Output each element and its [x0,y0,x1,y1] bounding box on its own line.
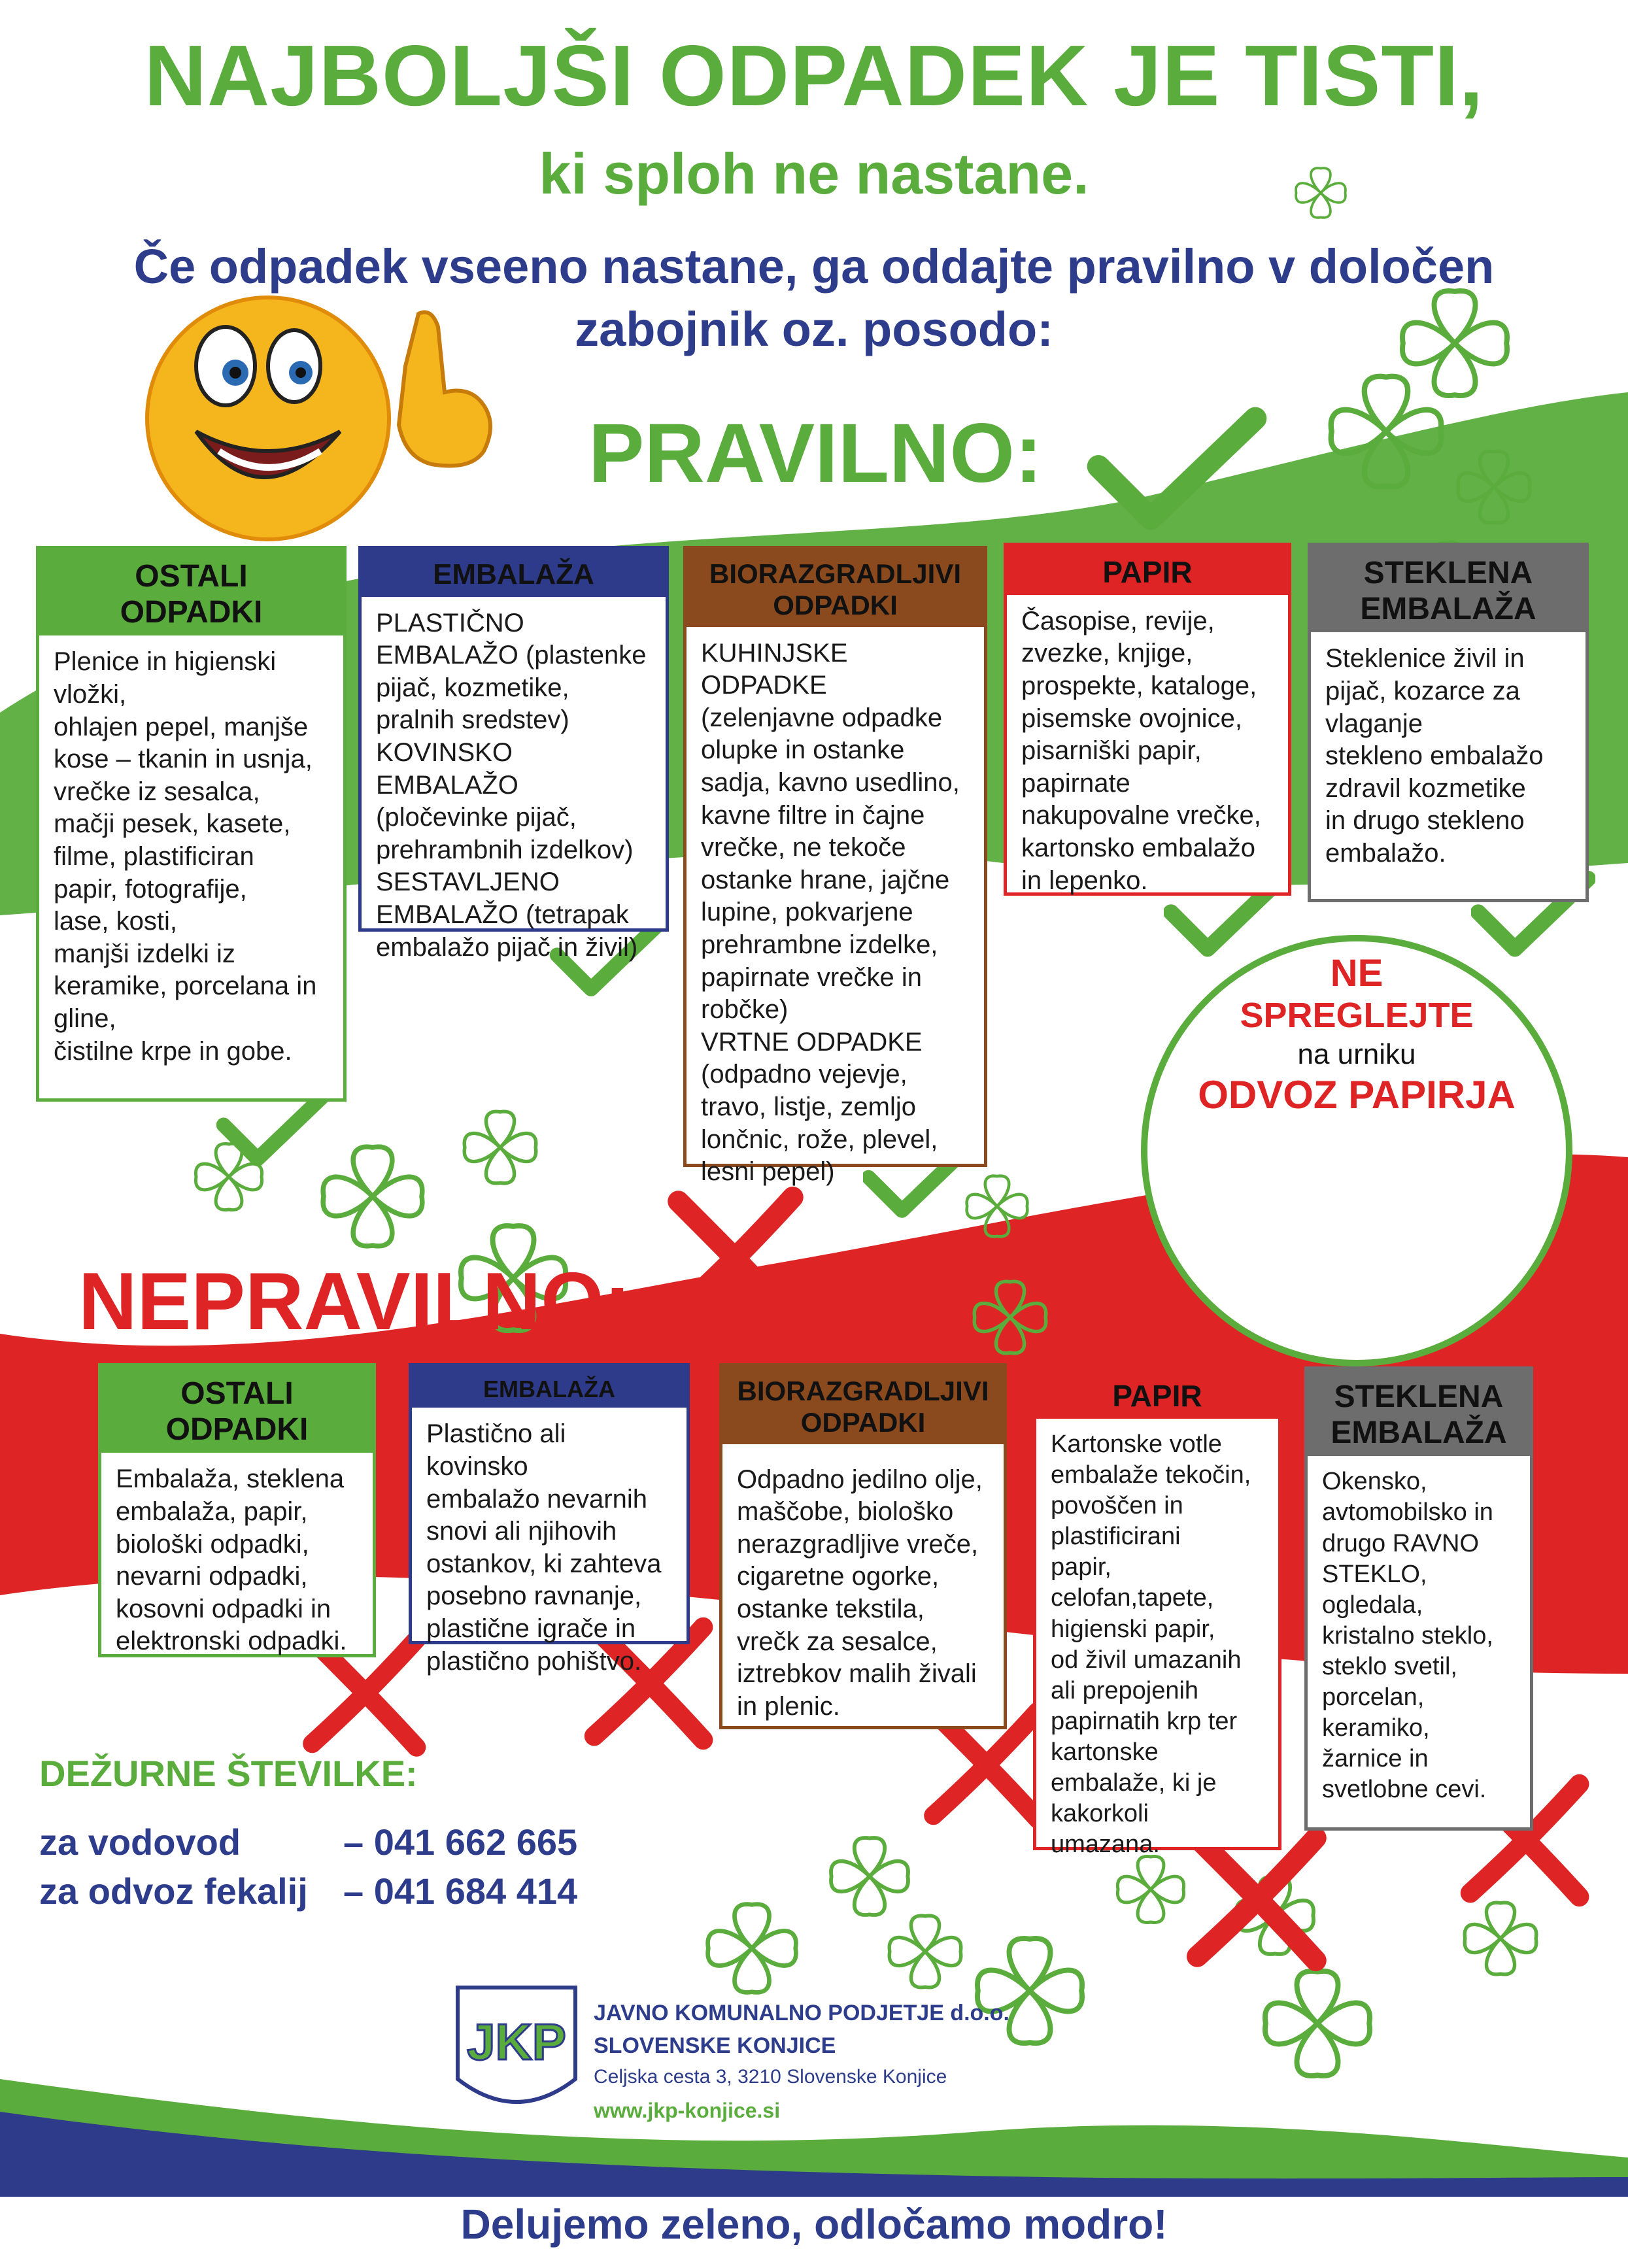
notice-line3: na urniku [1297,1038,1416,1070]
company-name-line2: SLOVENSKE KONJICE [594,2033,836,2058]
notice-line2: SPREGLEJTE [1240,996,1474,1035]
main-title: NAJBOLJŠI ODPADEK JE TISTI, [144,27,1484,124]
main-title-line2: ki sploh ne nastane. [539,141,1089,206]
duty-label-sewage: za odvoz fekalij [39,1870,308,1912]
svg-text:JKP: JKP [467,2013,566,2071]
subtitle-line2: zabojnik oz. posodo: [575,302,1053,356]
box-text: Plastično ali kovinsko embalažo nevarnih snovi ali njihovih ostankov, ki zahteva posebno ravnanje, plastične igrače in plastično pohištvo. [426,1419,662,1676]
box-title: BIORAZGRADLJIVI ODPADKI [687,549,984,627]
box-title: PAPIR [1007,546,1288,595]
company-website[interactable]: www.jkp-konjice.si [594,2099,781,2122]
company-name-line1: JAVNO KOMUNALNO PODJETJE d.o.o. [594,2001,1009,2025]
box-text: KUHINJSKE ODPADKE (zelenjavne odpadke olupke in ostanke sadja, kavno usedlino, kavne filtre in čajne vrečke, ne tekoče ostanke hrane, jajčne lupine, pokvarjene prehrambne izdelke, papirnate vrečke in robčke) VRTNE ODPADKE (odpadno vejevje, travo, listje, zemljo lončnic, rože, plevel, lesni pepel) [701,638,960,1187]
duty-number-sewage: – 041 684 414 [343,1870,578,1912]
company-address: Celjska cesta 3, 3210 Slovenske Konjice [594,2066,947,2088]
box-title: STEKLENA EMBALAŽA [1308,1370,1530,1456]
incorrect-box-glass [1304,1366,1533,1831]
subtitle [0,235,1628,361]
box-title: EMBALAŽA [412,1366,687,1408]
correct-box-glass [1308,543,1589,902]
subtitle-line1: Če odpadek vseeno nastane, ga oddajte pravilno v določen [133,239,1495,294]
box-text: Embalaža, steklena embalaža, papir, biološki odpadki, nevarni odpadki, kosovni odpadki in elektronski odpadki. [116,1464,347,1656]
duty-heading: DEŽURNE ŠTEVILKE: [39,1753,418,1794]
notice-line4: ODVOZ PAPIRJA [1198,1073,1516,1117]
box-text: Odpadno jedilno olje, maščobe, biološko nerazgradljive vreče, cigaretne ogorke, ostanke tekstila, vrečk za sesalce, iztrebkov malih živali in plenic. [737,1464,983,1721]
box-text: Okensko, avtomobilsko in drugo RAVNO STEKLO, ogledala, kristalno steklo, steklo svetil, porcelan, keramiko, žarnice in svetlobne cevi. [1322,1468,1493,1804]
jkp-logo [458,1988,575,2102]
box-title: EMBALAŽA [362,549,666,597]
box-text: PLASTIČNO EMBALAŽO (plastenke pijač, kozmetike, pralnih sredstev) KOVINSKO EMBALAŽO (pločevinke pijač, prehrambnih izdelkov) SESTAVLJENO EMBALAŽO (tetrapak embalažo pijač in živil) [376,608,647,962]
duty-number-water: – 041 662 665 [343,1821,578,1863]
footer-slogan: Delujemo zeleno, odločamo modro! [460,2201,1168,2248]
box-title: STEKLENA EMBALAŽA [1311,546,1586,632]
box-text: Časopise, revije, zvezke, knjige, prospekte, kataloge, pisemske ovojnice, pisarniški papir, papirnate nakupovalne vrečke, kartonsko embalažo in lepenko. [1021,606,1261,895]
correct-box-paper [1004,543,1291,896]
notice-line1: NE [1330,952,1383,994]
box-title: BIORAZGRADLJIVI ODPADKI [722,1366,1004,1444]
correct-box-biodegradable [683,546,987,1187]
incorrect-heading: NEPRAVILNO: [78,1257,632,1347]
box-title: PAPIR [1036,1370,1278,1419]
correct-box-other-waste [36,546,347,1102]
incorrect-box-biodegradable [719,1363,1007,1729]
correct-heading: PRAVILNO: [588,407,1043,500]
box-text: Kartonske votle embalaže tekočin, povoščen in plastificirani papir, celofan,tapete, higienski papir, od živil umazanih ali prepojenih papirnatih krp ter kartonske embalaže, ki je kakorkoli umazana. [1051,1430,1251,1859]
box-text: Steklenice živil in pijač, kozarce za vlaganje stekleno embalažo zdravil kozmetike in drugo stekleno embalažo. [1325,644,1544,868]
incorrect-box-packaging [409,1363,690,1676]
incorrect-box-paper [1033,1366,1281,1859]
box-text: Plenice in higienski vložki, ohlajen pepel, manjše kose – tkanin in usnja, vrečke iz sesalca, mačji pesek, kasete, filme, plastificiran papir, fotografije, lase, kosti, manjši izdelki iz keramike, porcelana in gline, čistilne krpe in gobe. [54,647,317,1066]
correct-box-packaging [358,546,669,962]
box-title: OSTALI ODPADKI [101,1366,373,1453]
duty-label-water: za vodovod [39,1821,241,1863]
incorrect-box-other-waste [98,1363,376,1657]
box-title: OSTALI ODPADKI [39,549,343,635]
